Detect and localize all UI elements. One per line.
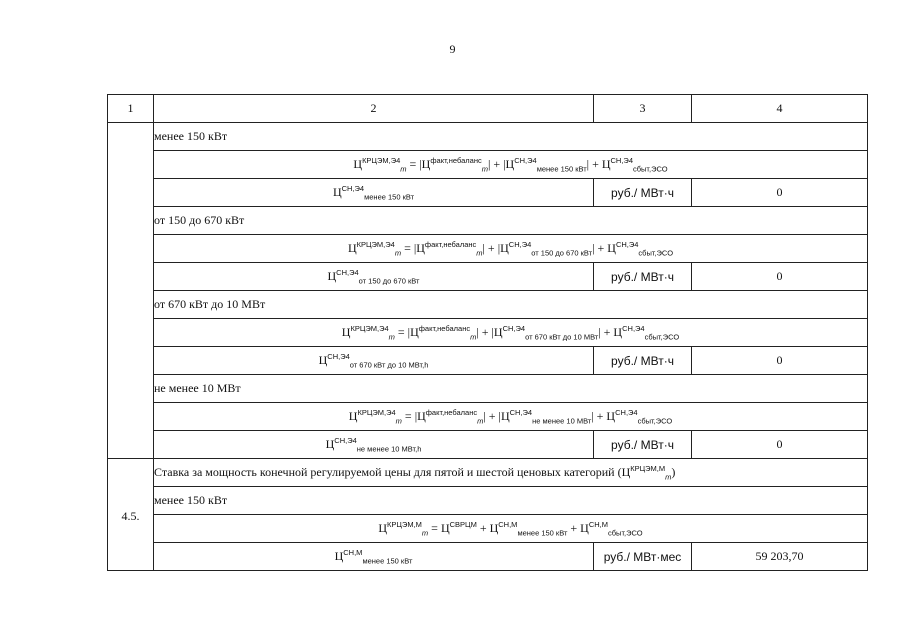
formula: $Ц^{КРЦЭМ,М}_m = Ц^{СВРЦМ} + Ц^{СН,М}_{менее 150 кВт} + Ц^{СН,М}_{сбыт,ЭСО}$ (378, 520, 643, 538)
section-row (108, 123, 868, 151)
page-number: 9 (449, 42, 456, 56)
header-col-3: 3 (594, 95, 692, 123)
param-unit: руб./ МВт·ч (594, 179, 692, 207)
row-number-4-5: 4.5. (108, 459, 154, 571)
formula-row (108, 403, 868, 431)
section-label: от 670 кВт до 10 МВт (154, 291, 868, 319)
param-name: $Ц^{СН,Э4}_{от 150 до 670 кВт}$ (154, 263, 594, 291)
formula-cell (154, 515, 868, 543)
section-label: менее 150 кВт (154, 123, 868, 151)
section-label: от 150 до 670 кВт (154, 207, 868, 235)
formula-row (108, 319, 868, 347)
header-row (108, 95, 868, 123)
formula: $Ц^{КРЦЭМ,Э4}_m = |Ц^{факт,небаланс}_m| + |Ц^{СН,Э4}_{менее 150 кВт}| + Ц^{СН,Э4}_{сбыт,ЭСО}$ (353, 156, 668, 174)
param-name: $Ц^{СН,М}_{менее 150 кВт}$ (154, 543, 594, 571)
param-unit: руб./ МВт·ч (594, 431, 692, 459)
formula: $Ц^{КРЦЭМ,Э4}_m = |Ц^{факт,небаланс}_m| + |Ц^{СН,Э4}_{не менее 10 МВт}| + Ц^{СН,Э4}_{сбыт,ЭСО}$ (348, 408, 673, 426)
formula: $Ц^{КРЦЭМ,Э4}_m = |Ц^{факт,небаланс}_m| + |Ц^{СН,Э4}_{от 150 до 670 кВт}| + Ц^{СН,Э4}_{сбыт,ЭСО}$ (347, 240, 674, 258)
row-number-cell (108, 123, 154, 459)
param-row (108, 347, 868, 375)
tariff-table (107, 94, 868, 571)
section-row (108, 487, 868, 515)
header-col-1: 1 (108, 95, 154, 123)
formula-row (108, 235, 868, 263)
formula-cell (154, 235, 868, 263)
param-value: 0 (692, 431, 868, 459)
row-4-5 (108, 459, 868, 487)
param-row (108, 431, 868, 459)
param-row (108, 263, 868, 291)
param-name: $Ц^{СН,Э4}_{не менее 10 МВт,h}$ (154, 431, 594, 459)
header-col-2: 2 (154, 95, 594, 123)
section-row (108, 375, 868, 403)
param-name: $Ц^{СН,Э4}_{менее 150 кВт}$ (154, 179, 594, 207)
formula-cell (154, 403, 868, 431)
param-value: 59 203,70 (692, 543, 868, 571)
formula-cell (154, 319, 868, 347)
param-row (108, 179, 868, 207)
param-row (108, 543, 868, 571)
param-name: $Ц^{СН,Э4}_{от 670 кВт до 10 МВт,h}$ (154, 347, 594, 375)
formula: $Ц^{КРЦЭМ,Э4}_m = |Ц^{факт,небаланс}_m| + |Ц^{СН,Э4}_{от 670 кВт до 10 МВт}| + Ц^{СН,Э4}_{сбыт,ЭСО}$ (341, 324, 680, 342)
row-4-5-title: Ставка за мощность конечной регулируемой цены для пятой и шестой ценовых категорий $(Ц^{КРЦЭМ,М}_m)$ (154, 459, 868, 487)
param-value: 0 (692, 347, 868, 375)
header-col-4: 4 (692, 95, 868, 123)
section-label: менее 150 кВт (154, 487, 868, 515)
param-value: 0 (692, 263, 868, 291)
param-value: 0 (692, 179, 868, 207)
formula-cell (154, 151, 868, 179)
section-row (108, 291, 868, 319)
param-unit: руб./ МВт·ч (594, 263, 692, 291)
formula-row (108, 151, 868, 179)
param-unit: руб./ МВт·ч (594, 347, 692, 375)
section-label: не менее 10 МВт (154, 375, 868, 403)
section-row (108, 207, 868, 235)
param-unit: руб./ МВт·мес (594, 543, 692, 571)
formula-row (108, 515, 868, 543)
